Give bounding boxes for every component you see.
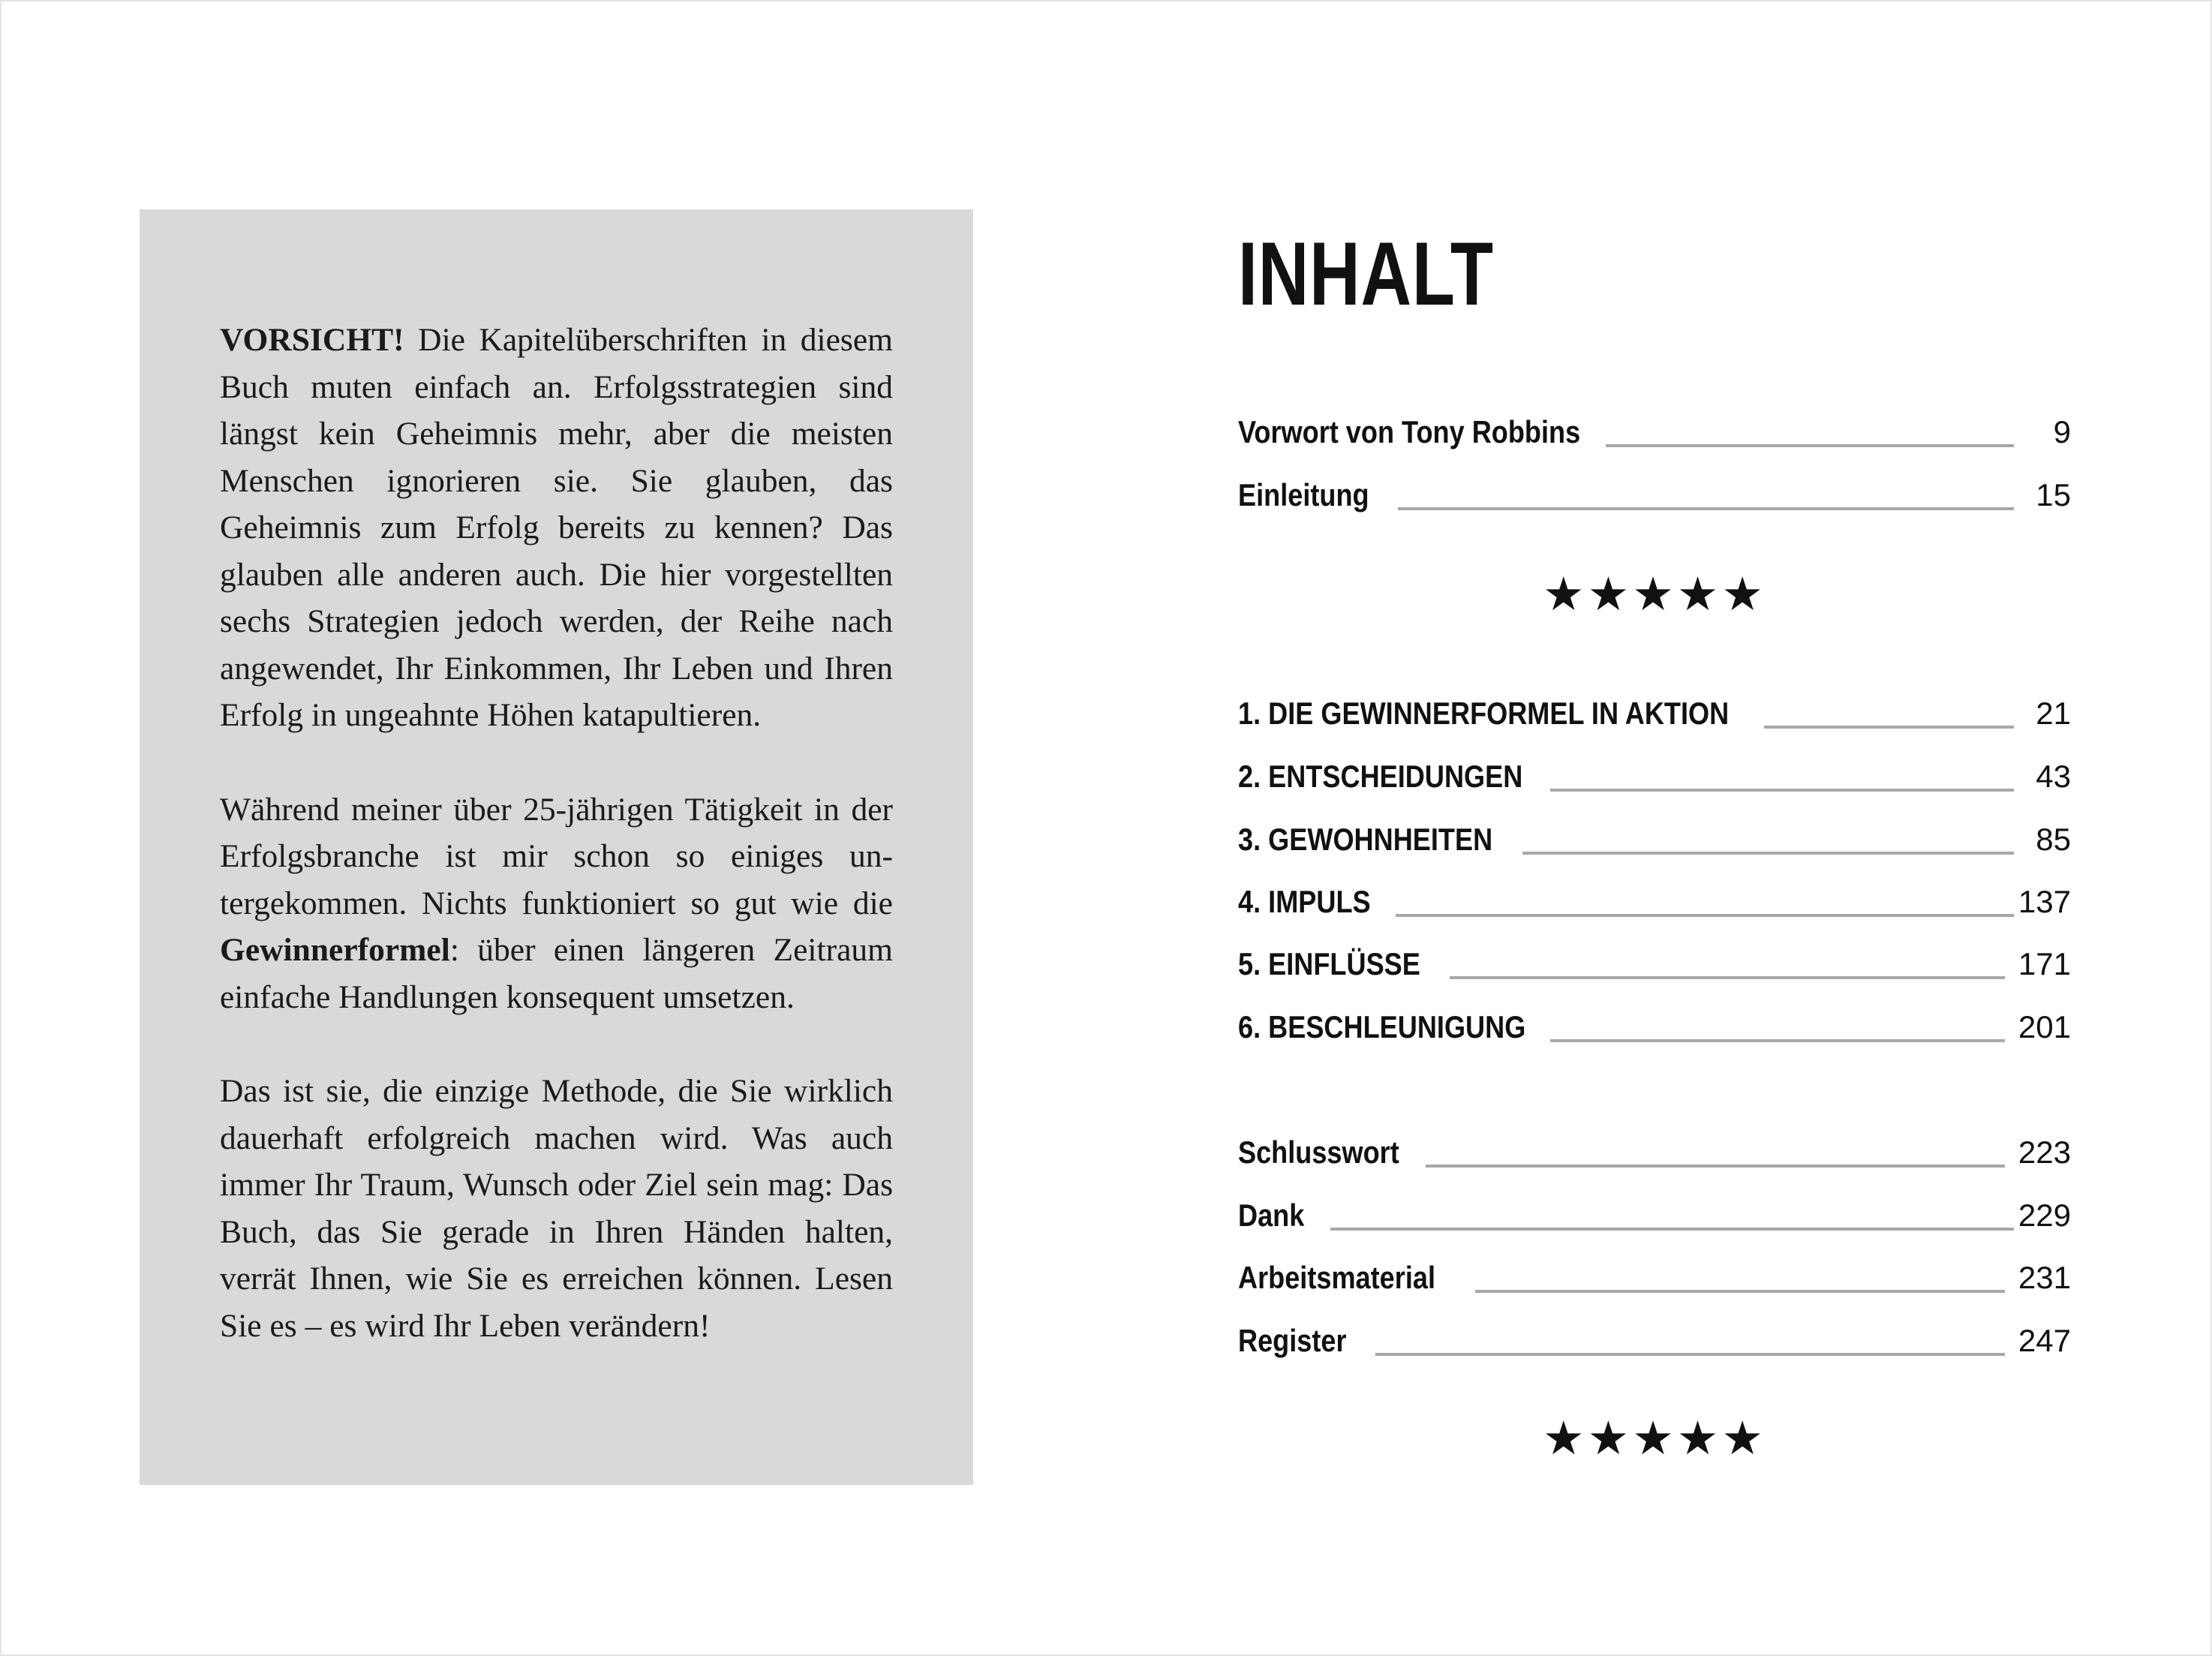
toc-entry-vorwort[interactable] bbox=[1238, 405, 2071, 450]
toc-entry-page: 15 bbox=[2036, 477, 2071, 512]
toc-entry-arbeitsmaterial[interactable] bbox=[1238, 1251, 2071, 1296]
toc-leader-line bbox=[1550, 1039, 2005, 1042]
toc-entry-chapter-1[interactable] bbox=[1238, 687, 2071, 732]
star-divider-bottom: ★★★★★ bbox=[1543, 1411, 1766, 1465]
toc-leader-line bbox=[1764, 726, 2014, 729]
toc-entry-label: 3. GEWOHNHEITEN bbox=[1238, 822, 1493, 857]
toc-leader-line bbox=[1398, 507, 2014, 510]
toc-entry-dank[interactable] bbox=[1238, 1189, 2071, 1234]
toc-entry-chapter-5[interactable] bbox=[1238, 937, 2071, 982]
toc-entry-register[interactable] bbox=[1238, 1314, 2071, 1359]
toc-entry-label: Arbeitsmaterial bbox=[1238, 1260, 1435, 1295]
toc-leader-line bbox=[1475, 1290, 2005, 1293]
toc-leader-line bbox=[1450, 976, 2005, 979]
toc-entry-page: 229 bbox=[2018, 1198, 2071, 1233]
gewinnerformel-bold: Gewinnerformel bbox=[220, 932, 450, 968]
intro-paragraph-2-text-before: Während meiner über 25-jährigen Tätigkeit in der Erfolgsbranche ist mir schon so einiges untergekommen. Nichts funktioniert so gut wie die bbox=[220, 791, 893, 921]
toc-entry-page: 21 bbox=[2036, 696, 2071, 731]
toc-leader-line bbox=[1375, 1353, 2005, 1356]
toc-leader-line bbox=[1330, 1228, 2014, 1231]
toc-entry-page: 171 bbox=[2018, 946, 2071, 981]
toc-entry-label: 5. EINFLÜSSE bbox=[1238, 946, 1420, 981]
toc-entry-label: Register bbox=[1238, 1323, 1347, 1358]
toc-entry-chapter-3[interactable] bbox=[1238, 813, 2071, 858]
toc-entry-page: 85 bbox=[2036, 822, 2071, 857]
toc-title: INHALT bbox=[1238, 224, 1494, 324]
toc-leader-line bbox=[1606, 444, 2014, 447]
toc-entry-label: 4. IMPULS bbox=[1238, 884, 1371, 919]
toc-entry-label: 6. BESCHLEUNIGUNG bbox=[1238, 1009, 1526, 1044]
toc-entry-page: 137 bbox=[2018, 884, 2071, 919]
toc-leader-line bbox=[1550, 789, 2014, 792]
intro-box bbox=[140, 209, 973, 1485]
toc-entry-label: Dank bbox=[1238, 1198, 1305, 1233]
warning-lead: VORSICHT! bbox=[220, 322, 404, 358]
toc-entry-chapter-2[interactable] bbox=[1238, 750, 2071, 795]
toc-entry-page: 223 bbox=[2018, 1135, 2071, 1170]
toc-leader-line bbox=[1426, 1165, 2005, 1168]
intro-paragraph-2-text-after: : über einen längeren Zeitraum einfache Handlungen konsequent umsetzen. bbox=[220, 932, 893, 1015]
toc-entry-chapter-4[interactable] bbox=[1238, 875, 2071, 920]
intro-text bbox=[220, 317, 893, 1396]
toc-entry-page: 247 bbox=[2018, 1323, 2071, 1358]
toc-entry-einleitung[interactable] bbox=[1238, 468, 2071, 513]
toc-entry-label: Einleitung bbox=[1238, 477, 1369, 512]
toc-entry-label: Schlusswort bbox=[1238, 1135, 1399, 1170]
toc-entry-page: 43 bbox=[2036, 759, 2071, 794]
toc-leader-line bbox=[1396, 914, 2014, 917]
intro-paragraph-3: Das ist sie, die einzige Methode, die Sie wirklich dauerhaft erfolgreich machen wird. Was auch immer Ihr Traum, Wunsch oder Ziel sein mag: Das Buch, das Sie gerade in Ihren Händen halten, verrät Ihnen, wie Sie es erreichen können. Lesen Sie es – es wird Ihr Leben verändern! bbox=[220, 1073, 893, 1344]
toc-entry-schlusswort[interactable] bbox=[1238, 1126, 2071, 1171]
toc-leader-line bbox=[1522, 852, 2014, 855]
toc-entry-label: 2. ENTSCHEIDUNGEN bbox=[1238, 759, 1523, 794]
star-divider: ★★★★★ bbox=[1543, 567, 1766, 621]
toc-entry-chapter-6[interactable] bbox=[1238, 1000, 2071, 1045]
toc-entry-page: 201 bbox=[2018, 1009, 2071, 1044]
intro-paragraph-2 bbox=[220, 786, 893, 1021]
intro-paragraph-1 bbox=[220, 317, 893, 739]
table-of-contents bbox=[1238, 0, 2071, 1656]
toc-entry-label: Vorwort von Tony Robbins bbox=[1238, 414, 1581, 449]
toc-entry-page: 9 bbox=[2053, 414, 2071, 449]
toc-entry-label: 1. DIE GEWINNERFORMEL IN AKTION bbox=[1238, 696, 1730, 731]
toc-entry-page: 231 bbox=[2018, 1260, 2071, 1295]
intro-paragraph-1-text: Die Kapitelüberschriften in diesem Buch muten einfach an. Erfolgsstrategien sind längst kein Geheimnis mehr, aber die meisten Menschen ignorieren sie. Sie glauben, das Geheimnis zum Erfolg bereits zu kennen? Das glauben alle anderen auch. Die hier vorgestellten sechs Strategien jedoch werden, der Reihe nach angewendet, Ihr Einkommen, Ihr Leben und Ihren Erfolg in ungeahnte Höhen katapultieren. bbox=[220, 322, 893, 733]
